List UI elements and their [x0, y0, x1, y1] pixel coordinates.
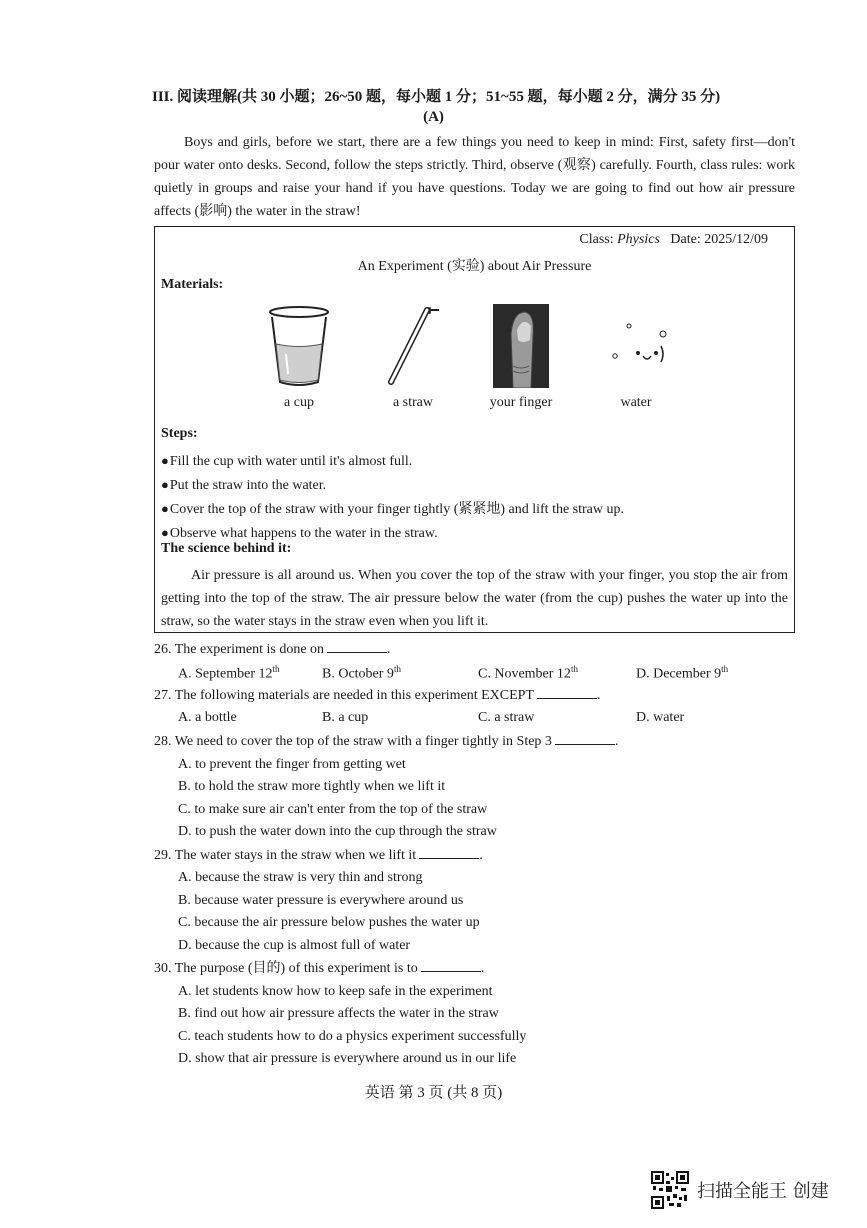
option-b: B. a cup [322, 709, 369, 725]
intro-paragraph [154, 131, 795, 223]
question-number: 27. [154, 688, 172, 703]
steps-heading: Steps: [161, 426, 198, 441]
question-stem: The following materials are needed in this experiment EXCEPT [174, 688, 534, 703]
material-label-water: water [620, 395, 652, 410]
options-row [154, 708, 795, 731]
question-stem: The experiment is done on [174, 642, 325, 657]
option-a: A. a bottle [178, 709, 237, 725]
question-number: 30. [154, 961, 172, 976]
answer-blank [327, 638, 387, 653]
class-date-line [579, 232, 768, 248]
questions [154, 638, 795, 1071]
question-number: 29. [154, 847, 172, 863]
question-28: 28. We need to cover the top of the straw with a finger tightly in Step 3 . A. to prevent the finger from getting wet B. to hold the straw more tightly when we lift it C. to make sure air can't enter from the top of the straw D. to push the water down into the cup through the straw [154, 730, 795, 844]
step-item: ● Observe what happens to the water in the straw. [161, 521, 624, 545]
date-label: Date: [670, 232, 701, 247]
science-text: Air pressure is all around us. When you cover the top of the straw with your finger, you stop the air from getting into the top of the straw. The air pressure below the water (from the cup) pushes the water up into the straw, so the water stays in the straw even when you lift it. [161, 568, 788, 629]
option-a: A. because the straw is very thin and strong [178, 870, 423, 885]
answer-blank [419, 844, 479, 859]
options-row [154, 662, 795, 685]
material-label-cup: a cup [284, 395, 314, 410]
option-b: B. find out how air pressure affects the water in the straw [178, 1006, 499, 1021]
question-stem: We need to cover the top of the straw with a finger tightly in Step 3 [174, 734, 552, 749]
option-a: A. September 12th [178, 663, 280, 682]
material-label-finger: your finger [489, 395, 553, 410]
class-value: Physics [617, 232, 660, 247]
experiment-title: An Experiment (实验) about Air Pressure [357, 259, 592, 274]
option-b: B. October 9th [322, 663, 401, 682]
question-30: 30. The purpose (目的) of this experiment is to . A. let students know how to keep safe in the experiment B. find out how air pressure affects the water in the straw C. teach students how to do a physics experiment successfully D. show that air pressure is everywhere around us in our life [154, 957, 795, 1071]
top-edge-mark [366, 0, 408, 5]
option-b: B. to hold the straw more tightly when we lift it [178, 779, 446, 794]
straw-icon [368, 301, 458, 391]
intro-text: Boys and girls, before we start, there are a few things you need to keep in mind: First, safety first—don't pour water onto desks. Second, follow the steps strictly. Third, observe (观察) carefully. Fourth, class rules: work quietly in groups and raise your hand if you have questions. Today we are going to find out how air pressure affects (影响) the water in the straw! [154, 135, 795, 219]
qr-code-icon [651, 1171, 689, 1209]
cup-icon [254, 301, 344, 391]
question-number: 26. [154, 642, 172, 657]
answer-blank [421, 957, 481, 972]
option-a: A. to prevent the finger from getting wet [178, 756, 406, 772]
option-b: B. because water pressure is everywhere around us [178, 892, 464, 908]
step-item: ● Fill the cup with water until it's almost full. [161, 449, 624, 473]
steps-list [161, 449, 624, 545]
answer-blank [537, 684, 597, 699]
option-d: D. to push the water down into the cup through the straw [178, 824, 497, 839]
class-label: Class: [579, 232, 614, 247]
science-heading: The science behind it: [161, 541, 292, 556]
materials-heading: Materials: [161, 277, 224, 292]
passage-label: (A) [423, 109, 444, 125]
question-26: 26. The experiment is done on . A. September 12th B. October 9th C. November 12th D. December 9th [154, 638, 795, 684]
option-c: C. a straw [478, 709, 535, 725]
question-stem: The purpose (目的) of this experiment is to [174, 961, 418, 976]
option-c: C. to make sure air can't enter from the top of the straw [178, 801, 488, 817]
option-d: D. water [636, 709, 685, 725]
question-27: 27. The following materials are needed in this experiment EXCEPT . A. a bottle B. a cup C. a straw D. water [154, 684, 795, 730]
option-a: A. let students know how to keep safe in the experiment [178, 983, 493, 999]
experiment-box [154, 226, 795, 633]
scanner-text: 扫描全能王 创建 [697, 1181, 829, 1202]
question-number: 28. [154, 734, 172, 749]
option-c: C. teach students how to do a physics experiment successfully [178, 1028, 527, 1044]
question-stem: The water stays in the straw when we lift it [174, 847, 417, 863]
scanner-watermark [651, 1171, 829, 1209]
step-item: ● Cover the top of the straw with your finger tightly (紧紧地) and lift the straw up. [161, 497, 624, 521]
answer-blank [555, 730, 615, 745]
finger-icon [476, 301, 566, 391]
material-label-straw: a straw [392, 395, 434, 410]
question-29: 29. The water stays in the straw when we lift it . A. because the straw is very thin and strong B. because water pressure is everywhere around us C. because the air pressure below pushes the water up D. because the cup is almost full of water [154, 844, 795, 958]
option-c: C. because the air pressure below pushes the water up [178, 915, 480, 930]
option-d: D. show that air pressure is everywhere around us in our life [178, 1051, 517, 1066]
option-c: C. November 12th [478, 663, 578, 682]
option-d: D. because the cup is almost full of water [178, 937, 411, 953]
page-footer: 英语 第 3 页 (共 8 页) [364, 1085, 503, 1101]
option-d: D. December 9th [636, 663, 729, 682]
step-item: ● Put the straw into the water. [161, 473, 624, 497]
section-title: III. 阅读理解(共 30 小题；26~50 题，每小题 1 分；51~55 题，每小题 2 分，满分 35 分) [152, 89, 721, 105]
date-value: 2025/12/09 [704, 232, 768, 247]
water-icon [591, 301, 681, 391]
